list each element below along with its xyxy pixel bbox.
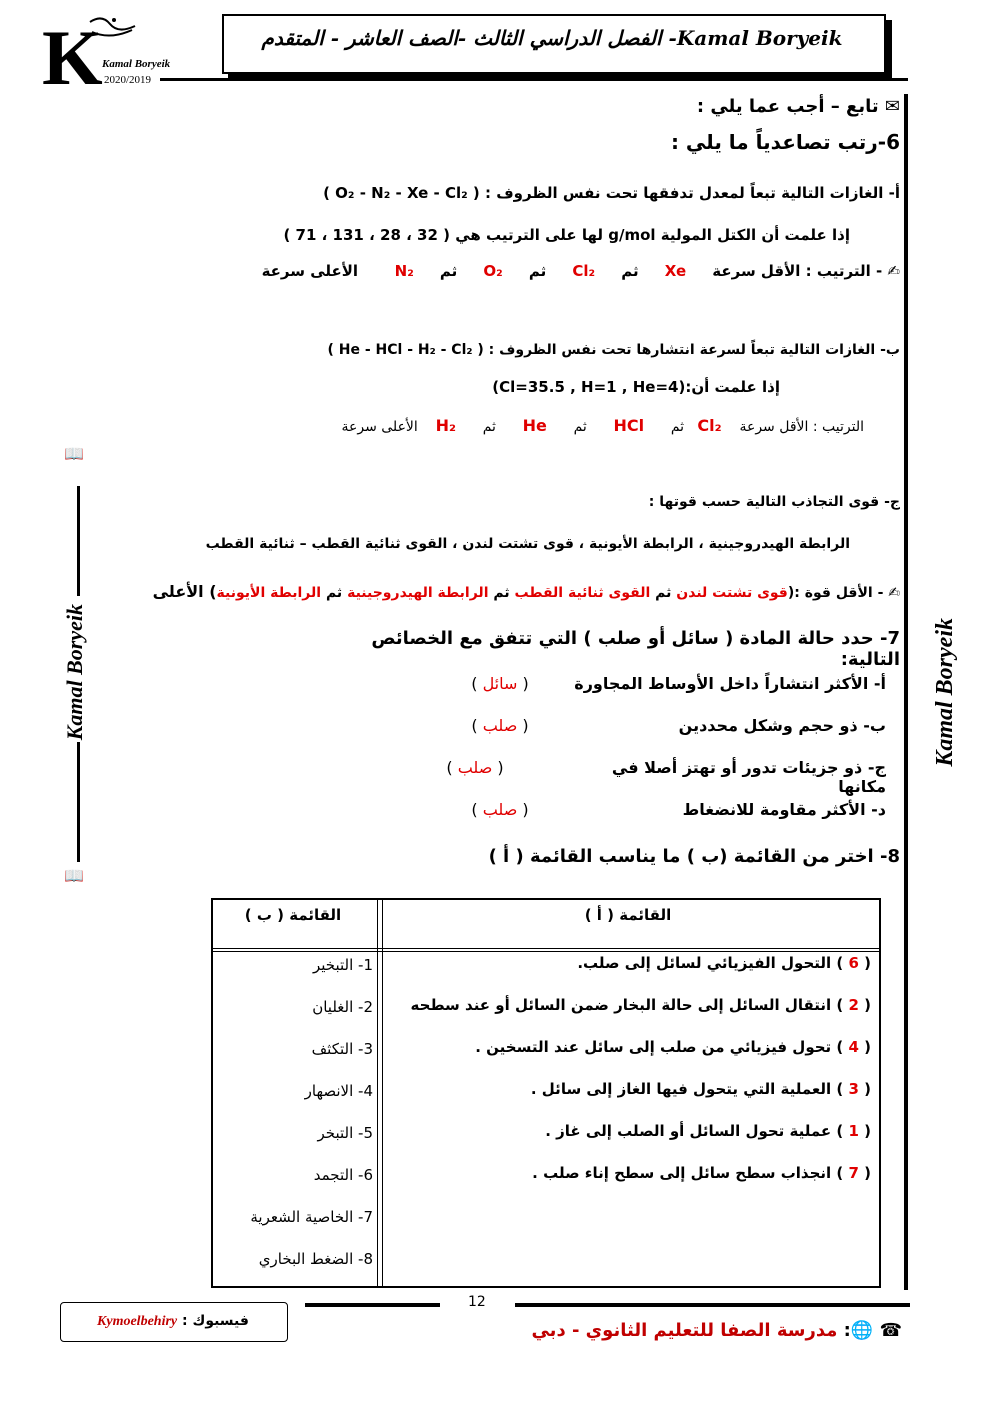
left-line	[77, 742, 80, 862]
list-b-item: 5- التبخر	[317, 1124, 373, 1142]
logo-year: 2020/2019	[104, 74, 152, 86]
q6-a-order: ✍ - الترتيب : الأقل سرعة Xe ثم Cl₂ ثم O₂ ثم N₂ الأعلى سرعة	[261, 262, 900, 280]
order-item: N₂	[394, 262, 414, 280]
q7-item: ج- ذو جزيئات تدور أو تهتز أصلا في مكانها	[611, 758, 886, 796]
side-signature-left: Kamal Boryeik	[62, 604, 87, 741]
q6-c-items: الرابطة الهيدروجينية ، الرابطة الأيونية ، قوى تشتت لندن ، القوى ثنائية القطب – ثنائية القطب	[205, 536, 850, 552]
list-a-row: ( 4 ) تحول فيزيائي من صلب إلى سائل عند التسخين .	[475, 1038, 871, 1056]
q6-b-given: إذا علمت أن:(Cl=35.5 , H=1 , He=4)	[492, 378, 780, 396]
q6-a-question: أ- الغازات التالية تبعاً لمعدل تدفقها تحت نفس الظروف : ( O₂ - N₂ - Xe - Cl₂ )	[323, 184, 900, 202]
list-b-item: 6- التجمد	[313, 1166, 373, 1184]
order-item: O₂	[483, 262, 503, 280]
q7-item: ب- ذو حجم وشكل محددين	[678, 716, 886, 735]
column-a-header: القائمة ( أ )	[584, 906, 672, 924]
pen-icon: ✍	[887, 262, 900, 280]
phone-icon: ☎	[879, 1320, 902, 1341]
q6-heading: 6-رتب تصاعدياً ما يلي :	[670, 130, 900, 154]
q7-item: أ- الأكثر انتشاراً داخل الأوساط المجاورة	[574, 674, 886, 693]
book-icon: 📖	[64, 866, 84, 885]
order-item: الرابطة الهيدروجينية	[347, 585, 489, 601]
list-b-item: 8- الضغط البخاري	[258, 1250, 373, 1268]
pen-icon: ✍	[888, 585, 900, 601]
list-a-row: ( 6 ) التحول الفيزيائي لسائل إلى صلب.	[577, 954, 871, 972]
page-title: Kamal Boryeik- الفصل الدراسي الثالث -الصف العاشر - المتقدم	[261, 26, 843, 50]
q7-answer: ( صلب )	[471, 800, 529, 819]
globe-icon: 🌐	[850, 1320, 874, 1341]
q7-answer: ( صلب )	[471, 716, 529, 735]
school-name: ☎ 🌐: مدرسة الصفا للتعليم الثانوي - دبي	[531, 1320, 902, 1341]
q8-heading: 8- اختر من القائمة (ب ) ما يناسب القائمة ( أ )	[488, 846, 900, 867]
list-a-row: ( 3 ) العملية التي يتحول فيها الغاز إلى سائل .	[530, 1080, 871, 1098]
side-signature-right: Kamal Boryeik	[932, 618, 958, 767]
list-b-item: 2- الغليان	[312, 998, 373, 1016]
q7-answer: ( سائل )	[471, 674, 529, 693]
q7-heading: 7- حدد حالة المادة ( سائل أو صلب ) التي تتفق مع الخصائص التالية:	[371, 628, 900, 670]
svg-text:K: K	[42, 14, 103, 92]
q7-item: د- الأكثر مقاومة للانضغاط	[682, 800, 886, 819]
footer-rule	[515, 1303, 910, 1307]
q6-b-order: الترتيب : الأقل سرعة Cl₂ ثم HCl ثم He ثم H₂ الأعلى سرعة	[341, 416, 864, 435]
list-b-item: 7- الخاصية الشعرية	[250, 1208, 373, 1226]
envelope-icon: ✉	[884, 96, 900, 117]
logo-name: Kamal Boryeik	[102, 58, 171, 70]
facebook-label: فيسبوك : Kymoelbehiry	[97, 1313, 249, 1329]
matching-table	[211, 898, 881, 1288]
list-b-item: 1- التبخير	[312, 956, 373, 974]
order-item: Cl₂	[572, 262, 596, 280]
list-a-row: ( 7 ) انجذاب سطح سائل إلى سطح إناء صلب .	[532, 1164, 871, 1182]
page-number: 12	[468, 1294, 486, 1310]
q6-a-given: إذا علمت أن الكتل المولية g/mol لها على الترتيب هي ( 32 ، 28 ، 131 ، 71 )	[283, 226, 850, 244]
order-item: He	[522, 416, 547, 435]
list-b-item: 3- التكثف	[311, 1040, 373, 1058]
book-icon: 📖	[64, 444, 84, 463]
table-divider	[377, 900, 383, 1286]
column-b-header: القائمة ( ب )	[244, 906, 342, 924]
order-item: Cl₂	[697, 416, 722, 435]
order-item: الرابطة الأيونية	[216, 585, 322, 601]
header-rule	[160, 78, 908, 81]
order-item: HCl	[613, 416, 645, 435]
q6-c-answer: ✍ - الأقل قوة :(قوى تشتت لندن ثم القوى ثنائية القطب ثم الرابطة الهيدروجينية ثم الرابطة الأيونية) الأعلى	[152, 582, 900, 601]
list-a-row: ( 1 ) عملية تحول السائل أو الصلب إلى غاز .	[545, 1122, 871, 1140]
right-border-line	[904, 94, 908, 1290]
footer-rule	[305, 1303, 440, 1307]
left-line	[77, 486, 80, 596]
intro-line: ✉ تابع – أجب عما يلي :	[696, 96, 900, 117]
list-b-item: 4- الانصهار	[304, 1082, 373, 1100]
list-a-row: ( 2 ) انتقال السائل إلى حالة البخار ضمن السائل أو عند سطحه	[410, 996, 871, 1014]
order-item: H₂	[435, 416, 457, 435]
q6-b-question: ب- الغازات التالية تبعاً لسرعة انتشارها تحت نفس الظروف : ( He - HCl - H₂ - Cl₂ )	[327, 342, 900, 358]
q7-answer: ( صلب )	[446, 758, 504, 777]
q6-c-question: ج- قوى التجاذب التالية حسب قوتها :	[648, 494, 900, 510]
order-item: القوى ثنائية القطب	[514, 585, 651, 601]
order-item: Xe	[664, 262, 687, 280]
order-item: قوى تشتت لندن	[676, 585, 788, 601]
